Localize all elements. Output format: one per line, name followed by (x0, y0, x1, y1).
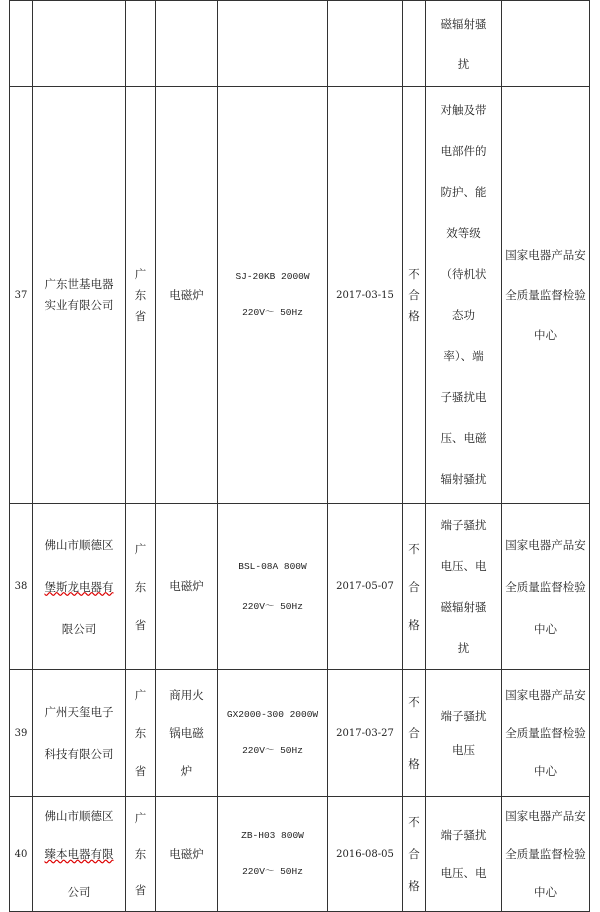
company-line: 广州天玺电子 (44, 705, 114, 719)
failed-item-line: 端子骚扰 (440, 709, 487, 723)
cell-institution (502, 504, 590, 670)
cell-institution (502, 1, 590, 87)
cell-institution (502, 87, 590, 504)
cell-province (126, 670, 156, 797)
company-line: 公司 (67, 885, 91, 899)
company-line: 广东世基电器 (44, 277, 114, 291)
institution-line: 全质量监督检验 (505, 579, 586, 594)
institution-line: 国家电器产品安 (505, 248, 586, 262)
company-line: 限公司 (61, 621, 97, 636)
model-line: GX2000-300 2000W (226, 709, 319, 720)
company-line: 科技有限公司 (44, 747, 114, 761)
institution-line: 中心 (534, 328, 557, 342)
failed-item-line: 对触及带 (440, 103, 487, 117)
institution-line: 国家电器产品安 (505, 537, 586, 552)
cell-no: 38 (10, 504, 33, 670)
product-line: 电磁炉 (169, 287, 204, 302)
cell-no: 37 (10, 87, 33, 504)
cell-date: 2016-08-05 (328, 797, 403, 912)
table-row (10, 504, 590, 670)
failed-item-line: 电压 (452, 743, 475, 757)
cell-company (33, 797, 126, 912)
cell-product (156, 670, 218, 797)
cell-failed-item (426, 1, 502, 87)
province-text: 广东省 (134, 266, 147, 323)
cell-model (218, 1, 328, 87)
cell-date: 2017-05-07 (328, 504, 403, 670)
cell-province (126, 504, 156, 670)
cell-date: 2017-03-27 (328, 670, 403, 797)
failed-item-line: 扰 (457, 56, 470, 71)
inspection-results-table (9, 0, 590, 912)
cell-no: 39 (10, 670, 33, 797)
model-line: 220V～ 50Hz (242, 307, 303, 318)
company-line: 佛山市顺德区 (44, 809, 114, 823)
model-line: 220V～ 50Hz (242, 866, 303, 877)
institution-line: 全质量监督检验 (505, 726, 586, 740)
failed-item-line: 电部件的 (440, 144, 487, 158)
product-line: 电磁炉 (169, 579, 204, 593)
product-line: 商用火 (169, 688, 204, 702)
institution-line: 全质量监督检验 (505, 288, 586, 302)
cell-model (218, 504, 328, 670)
cell-no: 40 (10, 797, 33, 912)
model-line: SJ-20KB 2000W (235, 271, 310, 282)
cell-institution (502, 797, 590, 912)
model-line: ZB-H03 800W (241, 830, 304, 841)
institution-line: 国家电器产品安 (505, 809, 586, 823)
table-row (10, 1, 590, 87)
company-line: 堡斯龙电器有 (44, 579, 114, 594)
cell-company (33, 670, 126, 797)
table-row (10, 87, 590, 504)
cell-company (33, 1, 126, 87)
cell-product (156, 797, 218, 912)
cell-model (218, 670, 328, 797)
cell-province (126, 87, 156, 504)
result-text: 不合格 (408, 815, 420, 893)
cell-product (156, 504, 218, 670)
cell-failed-item (426, 797, 502, 912)
cell-date (328, 1, 403, 87)
cell-result (403, 87, 426, 504)
cell-failed-item (426, 87, 502, 504)
failed-item-line: 磁辐射骚 (440, 599, 487, 614)
model-line: 220V～ 50Hz (242, 745, 303, 756)
cell-model (218, 87, 328, 504)
province-text: 广东省 (134, 688, 147, 778)
failed-item-line: （待机状 (440, 267, 487, 281)
company-line: 实业有限公司 (44, 298, 114, 312)
result-text: 不合格 (408, 541, 420, 632)
cell-result (403, 670, 426, 797)
failed-item-line: 压、电磁 (440, 431, 487, 445)
product-line: 电磁炉 (169, 846, 204, 861)
cell-model (218, 797, 328, 912)
table-row (10, 797, 590, 912)
result-text: 不合格 (408, 694, 420, 771)
province-text: 广东省 (134, 541, 147, 632)
failed-item-line: 防护、能 (440, 185, 487, 199)
failed-item-line: 效等级 (446, 226, 481, 240)
result-text: 不合格 (408, 266, 420, 323)
cell-product (156, 1, 218, 87)
failed-item-line: 磁辐射骚 (440, 16, 487, 31)
company-line: 佛山市顺德区 (44, 537, 114, 552)
cell-failed-item (426, 670, 502, 797)
cell-company (33, 504, 126, 670)
institution-line: 中心 (534, 621, 557, 636)
company-line: 臻本电器有限 (44, 847, 114, 861)
cell-result (403, 1, 426, 87)
failed-item-line: 态功 (452, 308, 475, 322)
cell-product (156, 87, 218, 504)
institution-line: 中心 (534, 764, 557, 778)
failed-item-line: 率）、端 (443, 349, 484, 363)
cell-failed-item (426, 504, 502, 670)
cell-date: 2017-03-15 (328, 87, 403, 504)
cell-result (403, 797, 426, 912)
province-text: 广东省 (134, 811, 147, 897)
institution-line: 全质量监督检验 (505, 847, 586, 861)
failed-item-line: 电压、电 (440, 558, 487, 573)
failed-item-line: 电压、电 (440, 866, 487, 880)
failed-item-line: 扰 (457, 640, 470, 655)
model-line: 220V～ 50Hz (242, 600, 303, 612)
cell-province (126, 797, 156, 912)
model-line: BSL-08A 800W (238, 560, 307, 572)
product-line: 锅电磁 (169, 726, 204, 740)
failed-item-line: 辐射骚扰 (440, 472, 487, 486)
cell-company (33, 87, 126, 504)
institution-line: 中心 (534, 885, 557, 899)
cell-province (126, 1, 156, 87)
failed-item-line: 端子骚扰 (440, 517, 487, 532)
institution-line: 国家电器产品安 (505, 688, 586, 702)
product-line: 炉 (180, 764, 193, 778)
cell-result (403, 504, 426, 670)
cell-no (10, 1, 33, 87)
failed-item-line: 端子骚扰 (440, 828, 487, 842)
cell-institution (502, 670, 590, 797)
table-row (10, 670, 590, 797)
failed-item-line: 子骚扰电 (440, 390, 487, 404)
